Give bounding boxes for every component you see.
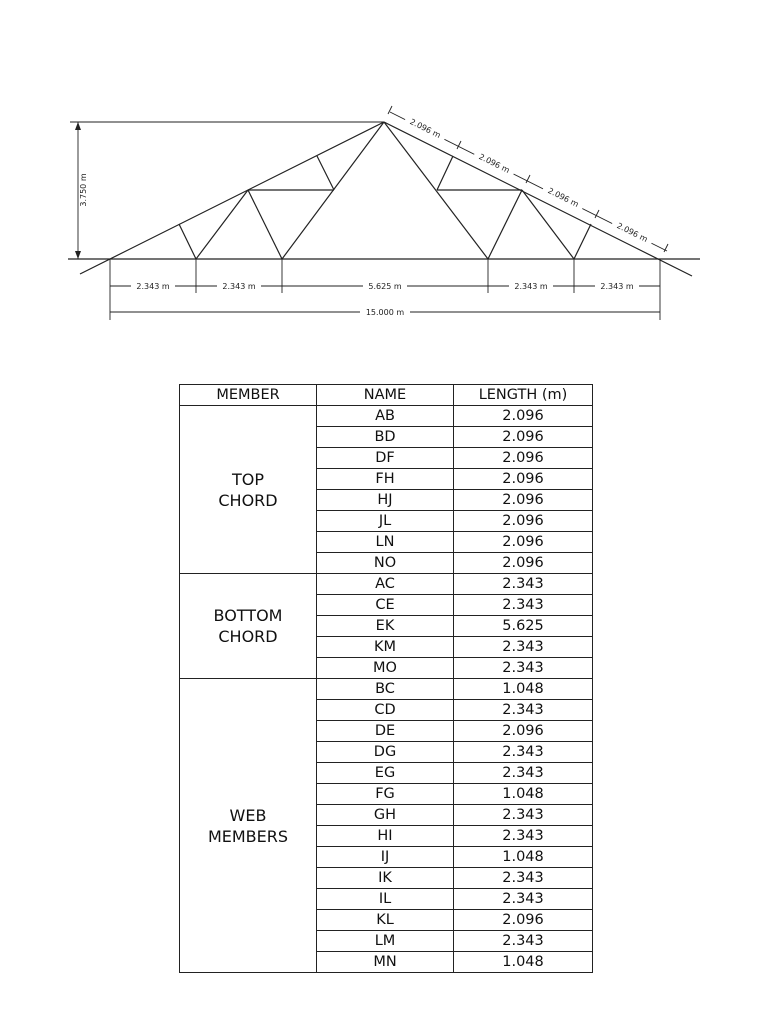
- member-name-cell: LM: [317, 931, 454, 952]
- member-length-table: [179, 384, 593, 973]
- member-length-cell: 2.343: [454, 826, 593, 847]
- bottom-label-3: 5.625 m: [368, 282, 402, 291]
- member-length-cell: 2.343: [454, 658, 593, 679]
- table-header-row: [180, 385, 593, 406]
- member-length-cell: 2.096: [454, 490, 593, 511]
- member-length-cell: 2.096: [454, 427, 593, 448]
- member-length-cell: 1.048: [454, 952, 593, 973]
- member-name-cell: MN: [317, 952, 454, 973]
- member-length-cell: 2.343: [454, 595, 593, 616]
- top-chord-left: [80, 122, 384, 274]
- member-name-cell: DF: [317, 448, 454, 469]
- member-name-cell: AC: [317, 574, 454, 595]
- member-group-label: WEB MEMBERS: [180, 679, 317, 973]
- bottom-label-2: 2.343 m: [222, 282, 256, 291]
- member-name-cell: JL: [317, 511, 454, 532]
- bottom-dimensions: [110, 259, 660, 320]
- member-name-cell: BC: [317, 679, 454, 700]
- member-name-cell: EG: [317, 763, 454, 784]
- member-length-cell: 2.343: [454, 574, 593, 595]
- member-length-cell: 2.096: [454, 406, 593, 427]
- slope-label-3: 2.096 m: [546, 186, 581, 210]
- member-name-cell: CD: [317, 700, 454, 721]
- member-name-cell: KL: [317, 910, 454, 931]
- member-name-cell: KM: [317, 637, 454, 658]
- web-mn: [574, 224, 591, 259]
- member-length-cell: 5.625: [454, 616, 593, 637]
- member-name-cell: FG: [317, 784, 454, 805]
- member-name-cell: GH: [317, 805, 454, 826]
- member-length-cell: 1.048: [454, 847, 593, 868]
- member-group-label: TOP CHORD: [180, 406, 317, 574]
- member-name-cell: HJ: [317, 490, 454, 511]
- member-length-cell: 1.048: [454, 679, 593, 700]
- truss-diagram: [0, 0, 768, 340]
- web-bc: [179, 224, 196, 259]
- member-name-cell: IJ: [317, 847, 454, 868]
- member-length-cell: 2.343: [454, 868, 593, 889]
- member-name-cell: BD: [317, 427, 454, 448]
- member-length-cell: 2.343: [454, 700, 593, 721]
- member-name-cell: IK: [317, 868, 454, 889]
- truss-members: [68, 122, 700, 276]
- member-length-cell: 2.343: [454, 889, 593, 910]
- member-name-cell: NO: [317, 553, 454, 574]
- member-length-cell: 2.343: [454, 931, 593, 952]
- member-length-cell: 2.096: [454, 448, 593, 469]
- bottom-label-5: 2.343 m: [600, 282, 634, 291]
- bottom-label-4: 2.343 m: [514, 282, 548, 291]
- member-length-cell: 2.343: [454, 805, 593, 826]
- slope-dimensions: [388, 106, 668, 252]
- member-name-cell: HI: [317, 826, 454, 847]
- member-length-cell: 2.096: [454, 532, 593, 553]
- member-name-cell: DG: [317, 742, 454, 763]
- web-kl: [488, 190, 522, 259]
- member-name-cell: CE: [317, 595, 454, 616]
- table-row: [180, 406, 593, 427]
- member-name-cell: AB: [317, 406, 454, 427]
- slope-label-2: 2.096 m: [477, 152, 512, 176]
- height-dimension: [70, 122, 384, 259]
- web-ij: [437, 156, 453, 190]
- header-name: NAME: [317, 385, 454, 406]
- member-group-label: BOTTOM CHORD: [180, 574, 317, 679]
- table-row: [180, 574, 593, 595]
- member-length-cell: 2.096: [454, 910, 593, 931]
- member-length-cell: 2.096: [454, 469, 593, 490]
- member-name-cell: LN: [317, 532, 454, 553]
- member-length-cell: 2.096: [454, 721, 593, 742]
- member-length-cell: 2.343: [454, 763, 593, 784]
- member-length-cell: 2.343: [454, 637, 593, 658]
- span-label: 15.000 m: [365, 308, 405, 317]
- member-name-cell: EK: [317, 616, 454, 637]
- member-name-cell: IL: [317, 889, 454, 910]
- height-label: 3.750 m: [79, 173, 88, 207]
- table-body: [180, 406, 593, 973]
- header-length: LENGTH (m): [454, 385, 593, 406]
- slope-label-4: 2.096 m: [615, 221, 650, 245]
- top-chord-right: [384, 122, 692, 276]
- bottom-label-1: 2.343 m: [136, 282, 170, 291]
- member-length-cell: 2.096: [454, 511, 593, 532]
- member-name-cell: MO: [317, 658, 454, 679]
- member-name-cell: DE: [317, 721, 454, 742]
- header-member: MEMBER: [180, 385, 317, 406]
- member-name-cell: FH: [317, 469, 454, 490]
- member-length-cell: 1.048: [454, 784, 593, 805]
- web-cd: [196, 190, 248, 259]
- slope-label-1: 2.096 m: [408, 117, 443, 141]
- member-length-cell: 2.343: [454, 742, 593, 763]
- web-fg: [317, 156, 334, 190]
- web-de: [248, 190, 282, 259]
- member-length-cell: 2.096: [454, 553, 593, 574]
- table-row: [180, 679, 593, 700]
